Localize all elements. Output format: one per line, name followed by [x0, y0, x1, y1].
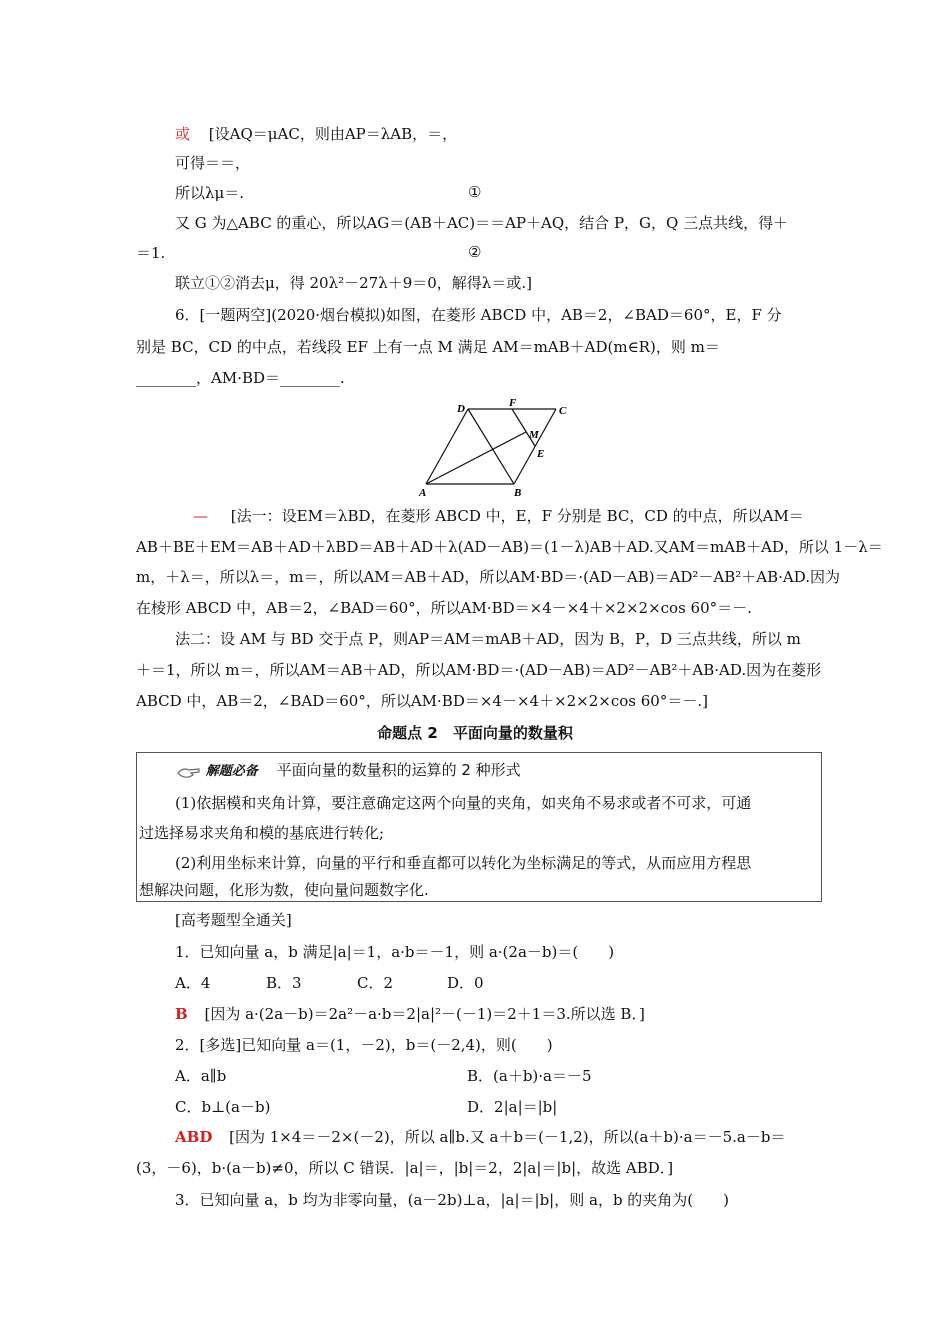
question-2-stem: 2．[多选]已知向量 a＝(1，－2)，b＝(－2,4)，则( ) — [175, 1036, 553, 1054]
exam-section-label: [高考题型全通关] — [175, 911, 292, 929]
method-box — [136, 752, 822, 902]
diagonal-BD — [468, 409, 514, 484]
method-box-line-3: (2)利用坐标来计算，向量的平行和垂直都可以转化为坐标满足的等式，从而应用方程思 — [175, 854, 752, 872]
answer-blank-marker: — — [193, 507, 208, 525]
solution-6-line-3: m，＋λ＝，所以λ＝，m＝，所以AM＝AB＋AD，所以AM·BD＝·(AD－AB)＝AD²－AB²＋AB·AD.因为 — [136, 568, 841, 586]
method-box-line-4: 想解决问题，化形为数，使向量问题数字化. — [139, 881, 429, 899]
question-1-stem: 1．已知向量 a，b 满足|a|＝1，a·b＝－1，则 a·(2a－b)＝( ) — [175, 943, 615, 961]
question-3-stem: 3．已知向量 a，b 均为非零向量，(a－2b)⊥a，|a|＝|b|，则 a，b 的夹角为( ) — [175, 1191, 730, 1209]
q2-solution-line-1: ABD [因为 1×4＝－2×(－2)，所以 a∥b.又 a＋b＝(－1,2)，所以(a＋b)·a＝－5.a－b＝ — [175, 1128, 786, 1146]
q2-option-b: B．(a＋b)·a＝－5 — [467, 1067, 592, 1085]
q2-answer: ABD — [175, 1128, 213, 1146]
alt-solution-line-6: 联立①②消去μ，得 20λ²－27λ＋9＝0，解得λ＝或.] — [175, 274, 532, 292]
q1-solution: B [因为 a·(2a－b)＝2a²－a·b＝2|a|²－(－1)＝2＋1＝3.所以选 B．] — [175, 1005, 645, 1023]
alt-solution-line-4: 又 G 为△ABC 的重心，所以AG＝(AB＋AC)＝＝AP＋AQ，结合 P，G，Q 三点共线，得＋ — [175, 214, 789, 232]
alt-answer-marker: 或 — [175, 125, 191, 143]
solution-6-line-2: AB＋BE＋EM＝AB＋AD＋λBD＝AB＋AD＋λ(AD－AB)＝(1－λ)AB＋AD.又AM＝mAB＋AD，所以 1－λ＝ — [136, 538, 883, 556]
equation-mark-2: ② — [468, 243, 482, 261]
equation-mark-1: ① — [468, 183, 482, 201]
q2-solution-line-2: (3，－6)，b·(a－b)≠0，所以 C 错误．|a|＝，|b|＝2，2|a|＝|b|，故选 ABD．] — [136, 1159, 674, 1177]
section-title: 命题点 2 平面向量的数量积 — [377, 724, 573, 742]
alt-solution-line-2: 可得＝＝， — [175, 154, 251, 172]
label-D: D — [457, 403, 465, 415]
question-6-line-1: 6．[一题两空](2020·烟台模拟)如图，在菱形 ABCD 中，AB＝2，∠BAD＝60°，E，F 分 — [175, 306, 782, 324]
label-M: M — [529, 429, 539, 441]
method-box-line-2: 过选择易求夹角和模的基底进行转化; — [139, 824, 385, 842]
q1-option-b: B．3 — [266, 974, 302, 992]
solution-6-line-6: ＋＝1，所以 m＝，所以AM＝AB＋AD，所以AM·BD＝·(AD－AB)＝AD²－AB²＋AB·AD.因为在菱形 — [136, 661, 822, 679]
method-box-header — [177, 760, 521, 782]
label-C: C — [559, 405, 567, 417]
solution-6-line-1: — [法一：设EM＝λBD，在菱形 ABCD 中，E，F 分别是 BC，CD 的中点，所以AM＝ — [193, 507, 804, 525]
q1-option-a: A．4 — [175, 974, 211, 992]
q1-answer: B — [175, 1005, 188, 1023]
q2-option-a: A．a∥b — [175, 1067, 227, 1085]
rhombus-figure — [410, 396, 580, 500]
solution-6-line-7: ABCD 中，AB＝2，∠BAD＝60°，所以AM·BD＝×4－×4＋×2×2×cos 60°＝－.] — [136, 692, 708, 710]
method-box-tag: 解题必备 — [205, 764, 258, 779]
q1-option-d: D．0 — [447, 974, 484, 992]
q1-option-c: C．2 — [357, 974, 394, 992]
method-box-line-1: (1)依据模和夹角计算，要注意确定这两个向量的夹角，如夹角不易求或者不可求，可通 — [175, 794, 752, 812]
alt-solution-line-1: 或 [设AQ＝μAC，则由AP＝λAB，＝， — [175, 125, 458, 143]
question-6-line-3: ________，AM·BD＝________. — [136, 369, 345, 387]
solution-6-line-4: 在棱形 ABCD 中，AB＝2，∠BAD＝60°，所以AM·BD＝×4－×4＋×2×2×cos 60°＝－. — [136, 599, 752, 617]
label-B: B — [514, 487, 522, 499]
alt-solution-line-3: 所以λμ＝. — [175, 184, 245, 202]
hand-icon — [177, 764, 201, 778]
side-BC — [514, 409, 556, 484]
q2-option-c: C．b⊥(a－b) — [175, 1098, 271, 1116]
q2-option-d: D．2|a|＝|b| — [467, 1098, 558, 1116]
label-F: F — [509, 397, 517, 409]
question-6-line-2: 别是 BC，CD 的中点，若线段 EF 上有一点 M 满足 AM＝mAB＋AD(m∈R)，则 m＝ — [136, 338, 720, 356]
method-box-title: 平面向量的数量积的运算的 2 种形式 — [276, 761, 521, 779]
alt-solution-line-5: ＝1. — [136, 244, 166, 262]
label-E: E — [537, 448, 545, 460]
solution-6-line-5: 法二：设 AM 与 BD 交于点 P，则AP＝AM＝mAB＋AD，因为 B，P，D 三点共线，所以 m — [175, 630, 801, 648]
label-A: A — [419, 487, 427, 499]
